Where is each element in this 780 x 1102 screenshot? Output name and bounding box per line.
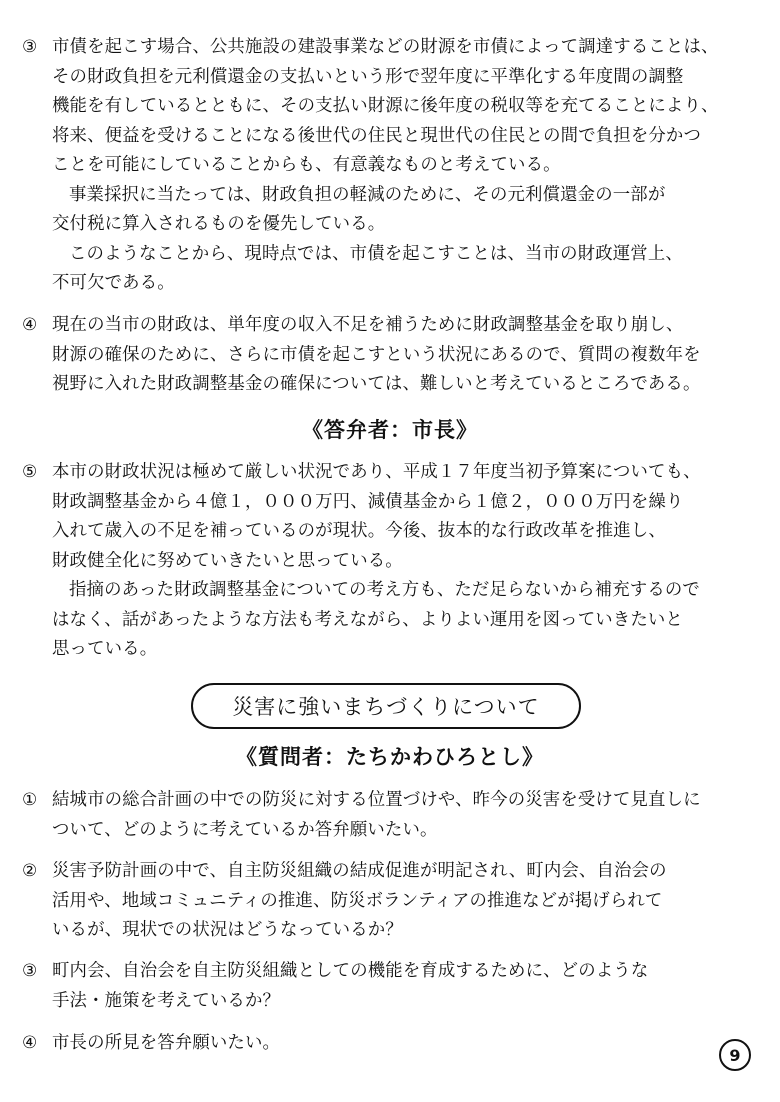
text-line: 機能を有しているとともに、その支払い財源に後年度の税収等を充てることにより、 (52, 96, 719, 116)
item-number: ⑤ (22, 462, 38, 482)
text-line: 思っている。 (52, 639, 158, 659)
item-number: ① (22, 790, 38, 810)
answer-text (52, 33, 760, 299)
text-line: 交付税に算入されるものを優先している。 (52, 214, 386, 234)
question-item-4 (22, 1029, 760, 1059)
text-line: いるが、現状での状況はどうなっているか？ (52, 920, 403, 940)
answer-text (52, 458, 760, 665)
text-line: 財源の確保のために、さらに市債を起こすという状況にあるので、質問の複数年を (52, 344, 701, 365)
text-line: 本市の財政状況は極めて厳しい状況であり、平成１７年度当初予算案についても、 (52, 462, 701, 482)
topic-title-box (191, 683, 581, 729)
text-line: ついて、どのように考えているか答弁願いたい。 (52, 819, 438, 840)
text-line: 事業採択に当たっては、財政負担の軽減のために、その元利償還金の一部が (69, 184, 666, 205)
text-line: 指摘のあった財政調整基金についての考え方も、ただ足らないから補充するので (69, 580, 700, 600)
text-line: 町内会、自治会を自主防災組織としての機能を育成するために、どのような (52, 961, 649, 981)
answer-item-5 (22, 458, 760, 665)
text-line: このようなことから、現時点では、市債を起こすことは、当市の財政運営上、 (69, 243, 683, 264)
text-line: 災害予防計画の中で、自主防災組織の結成促進が明記され、町内会、自治会の (52, 861, 667, 881)
item-number: ② (22, 861, 38, 881)
question-text (52, 786, 760, 845)
text-line: 財政健全化に努めていきたいと思っている。 (52, 550, 403, 571)
text-line: 市債を起こす場合、公共施設の建設事業などの財源を市債によって調達することは、 (52, 37, 719, 57)
question-text (52, 957, 760, 1016)
question-item-2 (22, 857, 760, 946)
item-number: ③ (22, 37, 38, 57)
item-number: ④ (22, 315, 38, 335)
text-line: 活用や、地域コミュニティの推進、防災ボランティアの推進などが掲げられて (52, 890, 663, 911)
text-line: 視野に入れた財政調整基金の確保については、難しいと考えているところである。 (52, 374, 701, 394)
page-number: 9 (719, 1039, 751, 1071)
text-line: はなく、話があったような方法も考えながら、よりよい運用を図っていきたいと (52, 609, 683, 630)
question-text (52, 1029, 760, 1059)
text-line: 入れて歳入の不足を補っているのが現状。今後、抜本的な行政改革を推進し、 (52, 521, 666, 541)
answer-item-3 (22, 33, 760, 299)
text-line: 財政調整基金から４億１，０００万円、減債基金から１億２，０００万円を繰り (52, 491, 684, 512)
question-item-3 (22, 957, 760, 1016)
text-line: 不可欠である。 (52, 273, 175, 293)
answer-item-4 (22, 311, 760, 400)
text-line: 手法・施策を考えているか？ (52, 990, 281, 1011)
question-item-1 (22, 786, 760, 845)
answer-text (52, 311, 760, 400)
item-number: ④ (22, 1033, 38, 1053)
questioner-heading: 《質問者：たちかわひろとし》 (236, 745, 544, 769)
text-line: 市長の所見を答弁願いたい。 (52, 1033, 281, 1053)
question-text (52, 857, 760, 946)
text-line: 将来、便益を受けることになる後世代の住民と現世代の住民との間で負担を分かつ (52, 125, 702, 146)
respondent-heading: 《答弁者：市長》 (302, 418, 478, 442)
text-line: 結城市の総合計画の中での防災に対する位置づけや、昨今の災害を受けて見直しに (52, 790, 701, 810)
topic-title: 災害に強いまちづくりについて (232, 695, 540, 719)
text-line: 現在の当市の財政は、単年度の収入不足を補うために財政調整基金を取り崩し、 (52, 315, 684, 335)
text-line: ことを可能にしていることからも、有意義なものと考えている。 (52, 155, 561, 175)
item-number: ③ (22, 961, 38, 981)
text-line: その財政負担を元利償還金の支払いという形で翌年度に平準化する年度間の調整 (52, 66, 684, 87)
